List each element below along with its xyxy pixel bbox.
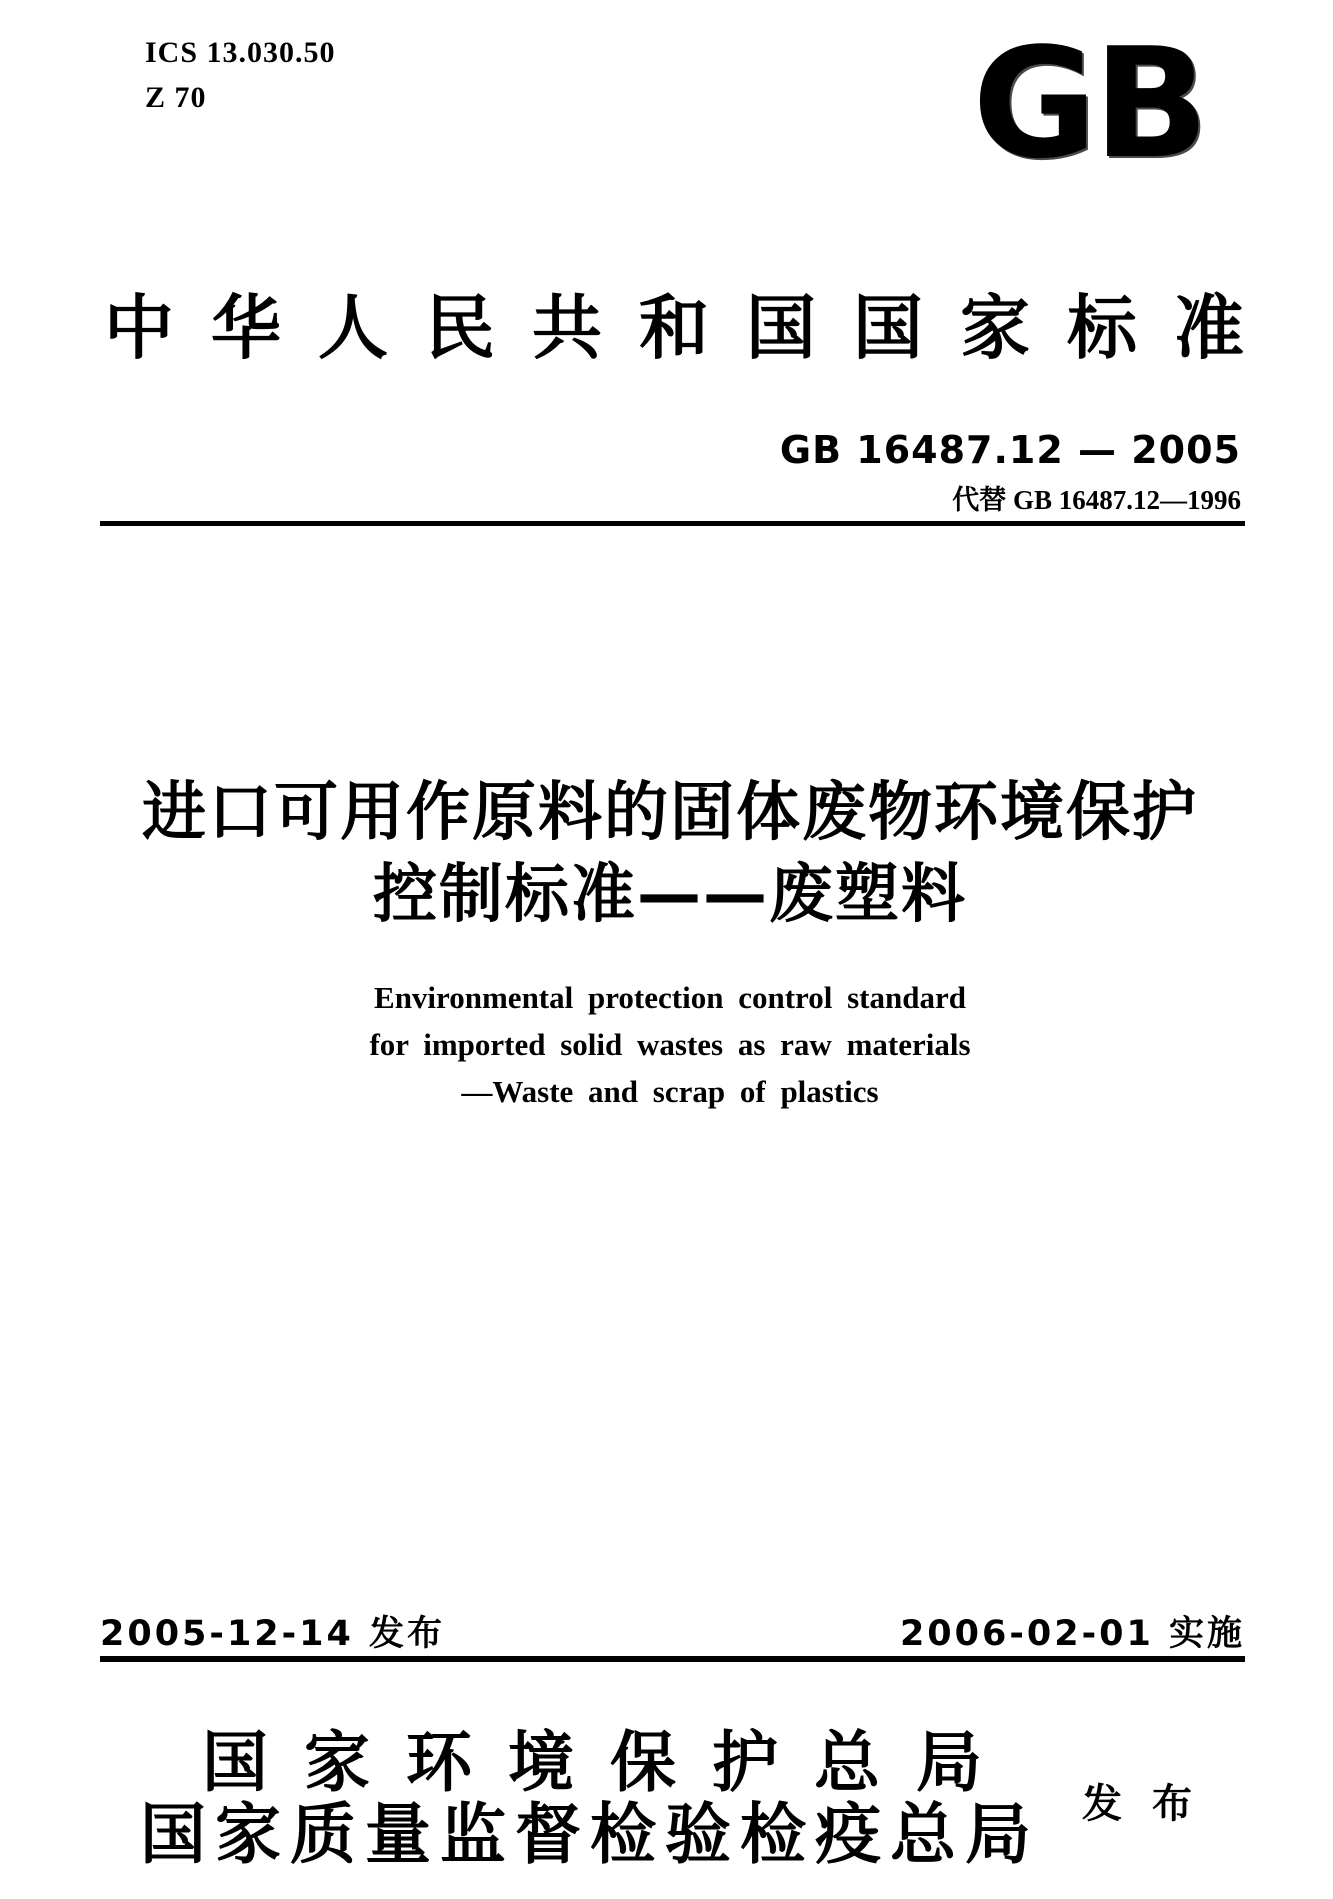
issuer-quality-inspection-administration: 国家质量监督检验检疫总局	[140, 1795, 1040, 1873]
gb-logo: GB	[972, 15, 1205, 192]
national-standard-heading: 中华人民共和国国家标准	[104, 286, 1281, 369]
implementation-date: 2006-02-01 实施	[899, 1614, 1245, 1654]
dates-row	[100, 1606, 1245, 1656]
publish-label: 发布	[1082, 1780, 1222, 1827]
title-chinese	[100, 772, 1240, 936]
title-english-line1: Environmental protection control standard	[374, 980, 966, 1015]
classification-code: Z 70	[145, 81, 207, 114]
standard-number: GB 16487.12 — 2005	[779, 428, 1241, 472]
footer-divider-line	[100, 1656, 1245, 1662]
title-english-line3: —Waste and scrap of plastics	[461, 1074, 879, 1109]
title-chinese-line2: 控制标准——废塑料	[373, 858, 967, 932]
header-divider-line	[100, 521, 1245, 526]
issue-date: 2005-12-14 发布	[100, 1614, 446, 1654]
issuer-environment-administration: 国家环境保护总局	[202, 1723, 1018, 1801]
title-chinese-line1: 进口可用作原料的固体废物环境保护	[142, 776, 1198, 850]
ics-codes	[145, 30, 336, 120]
ics-code: ICS 13.030.50	[145, 36, 336, 69]
title-english	[100, 974, 1240, 1115]
replaces-note: 代替 GB 16487.12—1996	[952, 485, 1241, 515]
title-english-line2: for imported solid wastes as raw materials	[369, 1027, 971, 1062]
